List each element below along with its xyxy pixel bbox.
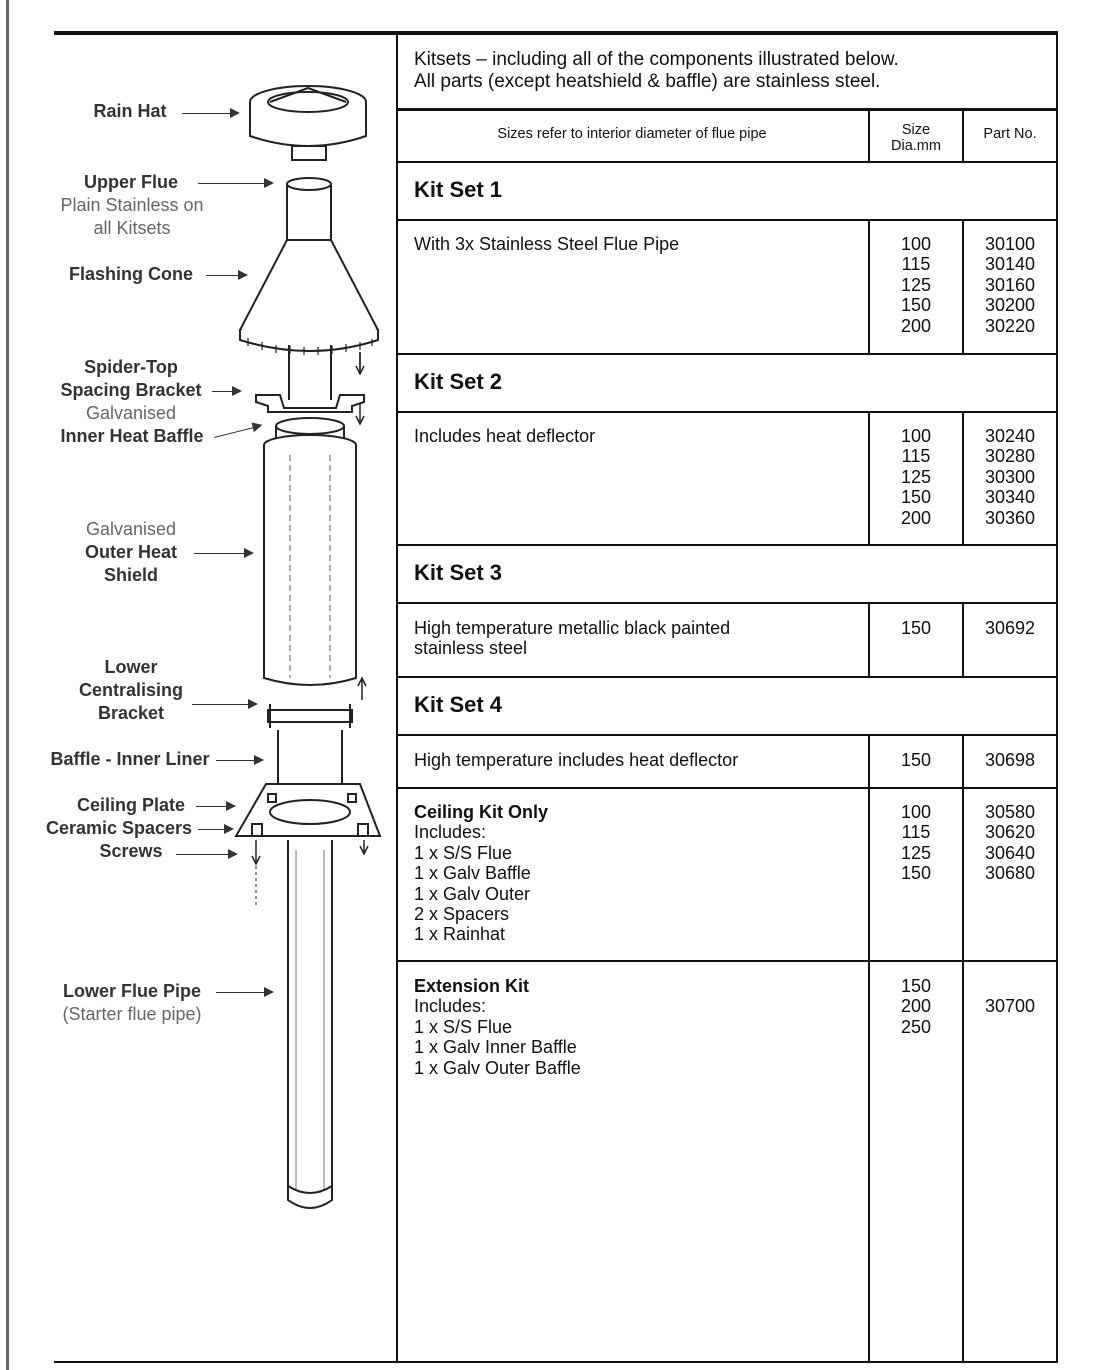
page-edge-line — [6, 0, 9, 1370]
label-spider-top: Spider-Top — [84, 357, 178, 377]
outer-heat-shield-icon — [264, 435, 356, 685]
label-starter-flue-pipe: (Starter flue pipe) — [62, 1004, 202, 1024]
arrow-flashing-cone — [206, 275, 246, 276]
kit-set-1-description: With 3x Stainless Steel Flue Pipe — [414, 234, 680, 254]
label-screws: Screws — [99, 841, 163, 861]
kitset-intro: Kitsets – including all of the components illustrated below. All parts (except heatshield & baffle) are stainless steel. — [414, 49, 899, 92]
arrow-screws — [176, 854, 236, 855]
kit-set-2-parts: 30240 30280 30300 30340 30360 — [984, 426, 1036, 528]
label-baffle-inner-liner: Baffle - Inner Liner — [50, 749, 210, 769]
kit-set-3-parts: 30692 — [984, 618, 1036, 638]
arrow-outer-heat-shield — [194, 553, 252, 554]
extension-kit-description: Extension Kit Includes: 1 x S/S Flue 1 x Galv Inner Baffle 1 x Galv Outer Baffle — [414, 976, 581, 1078]
extension-kit-parts: 30700 — [984, 996, 1036, 1017]
row-line — [396, 787, 1058, 789]
header-part-no: Part No. — [983, 126, 1037, 142]
arrow-ceiling-plate — [196, 806, 234, 807]
extension-kit-sizes: 150 200 250 — [900, 976, 932, 1037]
label-rain-hat: Rain Hat — [93, 101, 167, 121]
label-flashing-cone: Flashing Cone — [68, 264, 193, 284]
kit-set-1-sizes: 100 115 125 150 200 — [900, 234, 932, 336]
row-line — [396, 544, 1058, 546]
upper-flue-icon — [287, 178, 331, 240]
kit-set-2-sizes: 100 115 125 150 200 — [900, 426, 932, 528]
label-inner-heat-baffle: Inner Heat Baffle — [60, 426, 204, 446]
kit-set-4-description: High temperature includes heat deflector — [414, 750, 739, 770]
lower-flue-pipe-icon — [288, 840, 332, 1208]
ceiling-kit-sizes: 100 115 125 150 — [900, 802, 932, 884]
arrow-lower-flue-pipe — [216, 992, 272, 993]
kit-set-4-sizes: 150 — [900, 750, 932, 770]
label-ceramic-spacers: Ceramic Spacers — [45, 818, 193, 838]
label-outer-heat: Outer Heat — [84, 542, 178, 562]
ceiling-plate-icon — [236, 784, 380, 836]
row-line — [396, 161, 1058, 163]
label-galvanised-2: Galvanised — [85, 519, 177, 539]
kit-set-1-parts: 30100 30140 30160 30200 30220 — [984, 234, 1036, 336]
arrow-baffle-inner-liner — [216, 760, 262, 761]
label-upper-flue-note: Plain Stainless on — [60, 195, 204, 215]
label-ceiling-plate: Ceiling Plate — [76, 795, 186, 815]
kit-set-4-parts: 30698 — [984, 750, 1036, 770]
kit-set-3-title: Kit Set 3 — [414, 560, 503, 585]
arrow-spider-top — [212, 391, 240, 392]
row-line — [396, 676, 1058, 678]
row-line — [396, 219, 1058, 221]
label-galvanised-1: Galvanised — [85, 403, 177, 423]
label-lower-flue-pipe: Lower Flue Pipe — [62, 981, 202, 1001]
label-spacing-bracket: Spacing Bracket — [60, 380, 202, 400]
arrow-upper-flue — [198, 183, 272, 184]
row-line — [396, 353, 1058, 355]
header-description: Sizes refer to interior diameter of flue pipe — [497, 126, 767, 142]
spider-top-bracket-icon — [256, 395, 364, 412]
label-upper-flue: Upper Flue — [83, 172, 178, 192]
arrow-lower-centralising — [192, 704, 256, 705]
kit-set-2-title: Kit Set 2 — [414, 369, 503, 394]
flue-kit-diagram — [30, 40, 396, 1360]
kit-set-4-title: Kit Set 4 — [414, 692, 503, 717]
kitset-table — [396, 35, 1058, 1361]
row-line — [396, 108, 1058, 111]
label-upper-flue-note-2: all Kitsets — [93, 218, 171, 238]
label-lower: Lower — [104, 657, 158, 677]
kit-set-3-sizes: 150 — [900, 618, 932, 638]
row-line — [396, 960, 1058, 962]
arrow-rain-hat — [182, 113, 238, 114]
flashing-cone-icon — [240, 240, 378, 355]
label-bracket: Bracket — [97, 703, 165, 723]
bottom-rule — [54, 1361, 1058, 1363]
arrow-ceramic-spacers — [198, 829, 232, 830]
lower-centralising-bracket-icon — [268, 704, 352, 728]
row-line — [396, 411, 1058, 413]
label-shield: Shield — [103, 565, 158, 585]
kit-set-2-description: Includes heat deflector — [414, 426, 596, 446]
kit-set-1-title: Kit Set 1 — [414, 177, 503, 202]
rain-hat-icon — [250, 86, 366, 160]
row-line — [396, 602, 1058, 604]
ceiling-kit-parts: 30580 30620 30640 30680 — [984, 802, 1036, 884]
header-size: Size Dia.mm — [891, 122, 941, 154]
kit-set-3-description: High temperature metallic black painted stainless steel — [414, 618, 731, 659]
label-centralising: Centralising — [78, 680, 184, 700]
ceiling-kit-description: Ceiling Kit Only Includes: 1 x S/S Flue 1 x Galv Baffle 1 x Galv Outer 2 x Spacers 1 x Rainhat — [414, 802, 549, 945]
row-line — [396, 734, 1058, 736]
